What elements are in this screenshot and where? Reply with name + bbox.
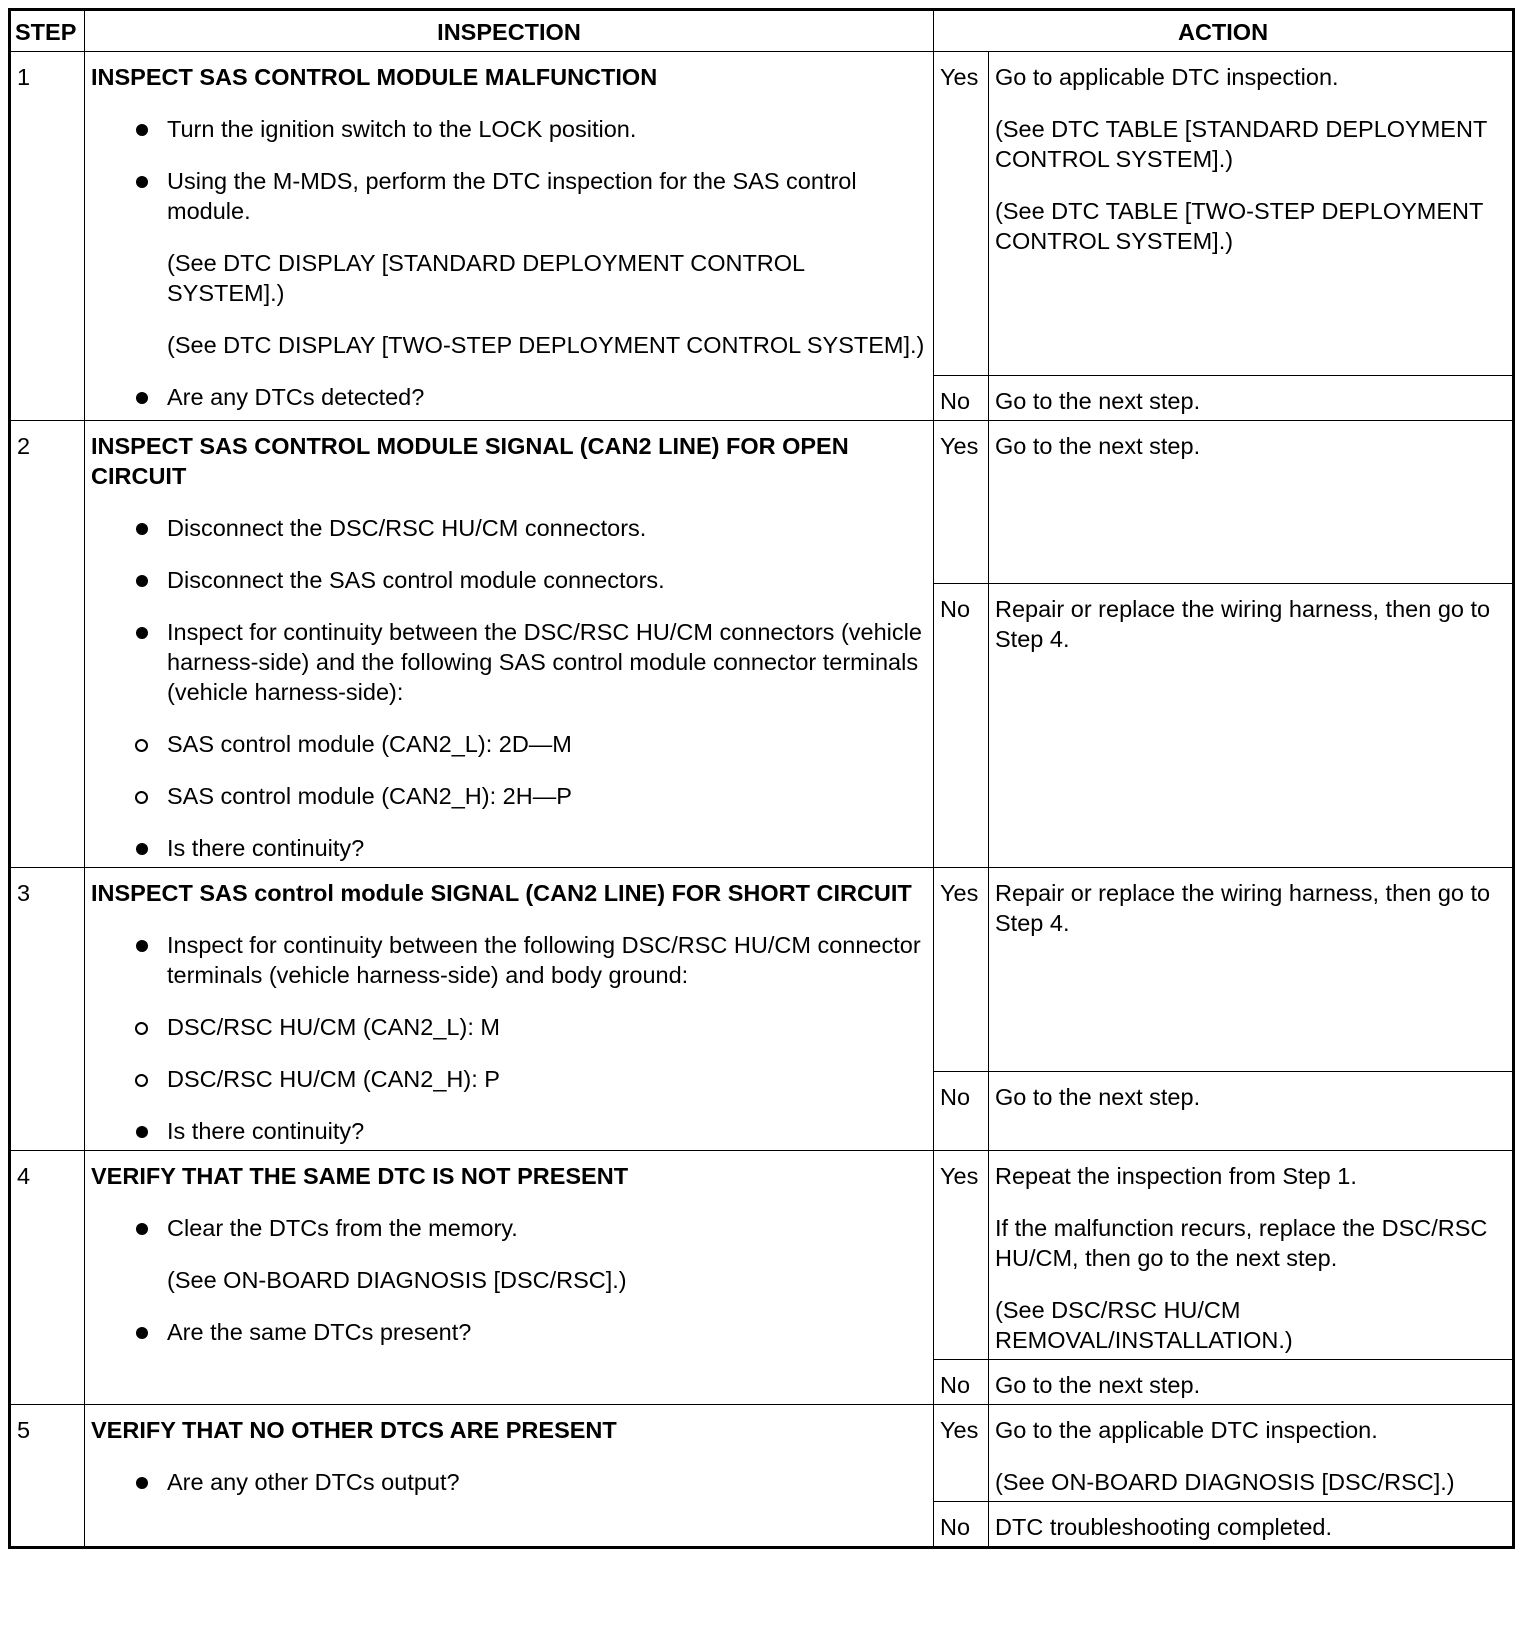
header-inspection: INSPECTION [85, 10, 934, 52]
action-line: Go to the applicable DTC inspection. [995, 1417, 1378, 1443]
bullet-item: Disconnect the DSC/RSC HU/CM connectors. [91, 513, 927, 543]
action-line: Repeat the inspection from Step 1. [995, 1163, 1357, 1189]
action-line: Repair or replace the wiring harness, then go to Step 4. [995, 880, 1491, 936]
step-1-yes-row [10, 52, 1514, 376]
step-title: INSPECT SAS CONTROL MODULE SIGNAL (CAN2 LINE) FOR OPEN CIRCUIT [91, 433, 849, 489]
action-line: Go to the next step. [995, 1084, 1201, 1110]
step-number: 4 [10, 1151, 85, 1405]
bullet-item: Turn the ignition switch to the LOCK position. [91, 114, 927, 144]
reference-note: (See ON-BOARD DIAGNOSIS [DSC/RSC].) [167, 1267, 627, 1293]
step-number: 3 [10, 868, 85, 1151]
step-number: 1 [10, 52, 85, 421]
yes-action [989, 868, 1514, 1072]
step-inspection [85, 1405, 934, 1548]
action-line: Repair or replace the wiring harness, then go to Step 4. [995, 596, 1491, 652]
step-title: VERIFY THAT NO OTHER DTCS ARE PRESENT [91, 1417, 617, 1443]
sub-bullet-item: DSC/RSC HU/CM (CAN2_L): M [91, 1012, 927, 1042]
header-action: ACTION [934, 10, 1514, 52]
sub-bullet-item: SAS control module (CAN2_L): 2D—M [91, 729, 927, 759]
action-line: (See DSC/RSC HU/CM REMOVAL/INSTALLATION.) [995, 1297, 1293, 1353]
no-action [989, 1360, 1514, 1405]
step-number: 5 [10, 1405, 85, 1548]
bullet-item [91, 617, 927, 707]
no-label: No [934, 584, 989, 868]
header-row [10, 10, 1514, 52]
step-inspection [85, 868, 934, 1151]
bullet-text: Inspect for continuity between the DSC/RSC HU/CM connectors (vehicle harness-side) and the following SAS control module connector terminals (vehicle harness-side): [167, 619, 922, 705]
bullet-item: Is there continuity? [91, 833, 927, 863]
bullet-item: Is there continuity? [91, 1116, 927, 1146]
no-label: No [934, 376, 989, 421]
step-2-yes-row [10, 421, 1514, 584]
action-line: DTC troubleshooting completed. [995, 1514, 1333, 1540]
bullet-item: Clear the DTCs from the memory. [91, 1213, 927, 1243]
yes-label: Yes [934, 868, 989, 1072]
bullet-item: Are the same DTCs present? [91, 1317, 927, 1347]
yes-action [989, 421, 1514, 584]
action-line: (See DTC TABLE [STANDARD DEPLOYMENT CONTROL SYSTEM].) [995, 116, 1487, 172]
no-action [989, 584, 1514, 868]
step-inspection [85, 52, 934, 421]
reference-note: (See DTC DISPLAY [STANDARD DEPLOYMENT CONTROL SYSTEM].) [167, 250, 805, 306]
step-inspection [85, 421, 934, 868]
action-line: (See ON-BOARD DIAGNOSIS [DSC/RSC].) [995, 1469, 1455, 1495]
action-line: Go to applicable DTC inspection. [995, 64, 1339, 90]
action-line: (See DTC TABLE [TWO-STEP DEPLOYMENT CONTROL SYSTEM].) [995, 198, 1483, 254]
header-step: STEP [10, 10, 85, 52]
yes-label: Yes [934, 1405, 989, 1502]
step-3-yes-row [10, 868, 1514, 1072]
bullet-item: Disconnect the SAS control module connectors. [91, 565, 927, 595]
action-line: Go to the next step. [995, 388, 1201, 414]
step-title: INSPECT SAS CONTROL MODULE MALFUNCTION [91, 64, 658, 90]
action-line: Go to the next step. [995, 1372, 1201, 1398]
action-line: Go to the next step. [995, 433, 1201, 459]
step-title: INSPECT SAS control module SIGNAL (CAN2 LINE) FOR SHORT CIRCUIT [91, 880, 912, 906]
no-action [989, 1502, 1514, 1548]
action-line: If the malfunction recurs, replace the DSC/RSC HU/CM, then go to the next step. [995, 1215, 1488, 1271]
step-number: 2 [10, 421, 85, 868]
bullet-item: Are any other DTCs output? [91, 1467, 927, 1497]
bullet-item: Using the M-MDS, perform the DTC inspection for the SAS control module. [91, 166, 927, 226]
yes-label: Yes [934, 1151, 989, 1360]
reference-note: (See DTC DISPLAY [TWO-STEP DEPLOYMENT CONTROL SYSTEM].) [167, 332, 925, 358]
no-label: No [934, 1360, 989, 1405]
yes-action [989, 52, 1514, 376]
sub-bullet-item: SAS control module (CAN2_H): 2H—P [91, 781, 927, 811]
step-4-yes-row [10, 1151, 1514, 1360]
no-action [989, 1072, 1514, 1151]
step-title: VERIFY THAT THE SAME DTC IS NOT PRESENT [91, 1163, 629, 1189]
bullet-item: Inspect for continuity between the following DSC/RSC HU/CM connector terminals (vehicle harness-side) and body ground: [91, 930, 927, 990]
step-5-yes-row [10, 1405, 1514, 1502]
sub-bullet-item: DSC/RSC HU/CM (CAN2_H): P [91, 1064, 927, 1094]
yes-label: Yes [934, 421, 989, 584]
bullet-item: Are any DTCs detected? [91, 382, 927, 412]
yes-action [989, 1405, 1514, 1502]
no-label: No [934, 1502, 989, 1548]
yes-label: Yes [934, 52, 989, 376]
no-action [989, 376, 1514, 421]
yes-action [989, 1151, 1514, 1360]
no-label: No [934, 1072, 989, 1151]
step-inspection [85, 1151, 934, 1405]
diagnostic-table [8, 8, 1515, 1549]
